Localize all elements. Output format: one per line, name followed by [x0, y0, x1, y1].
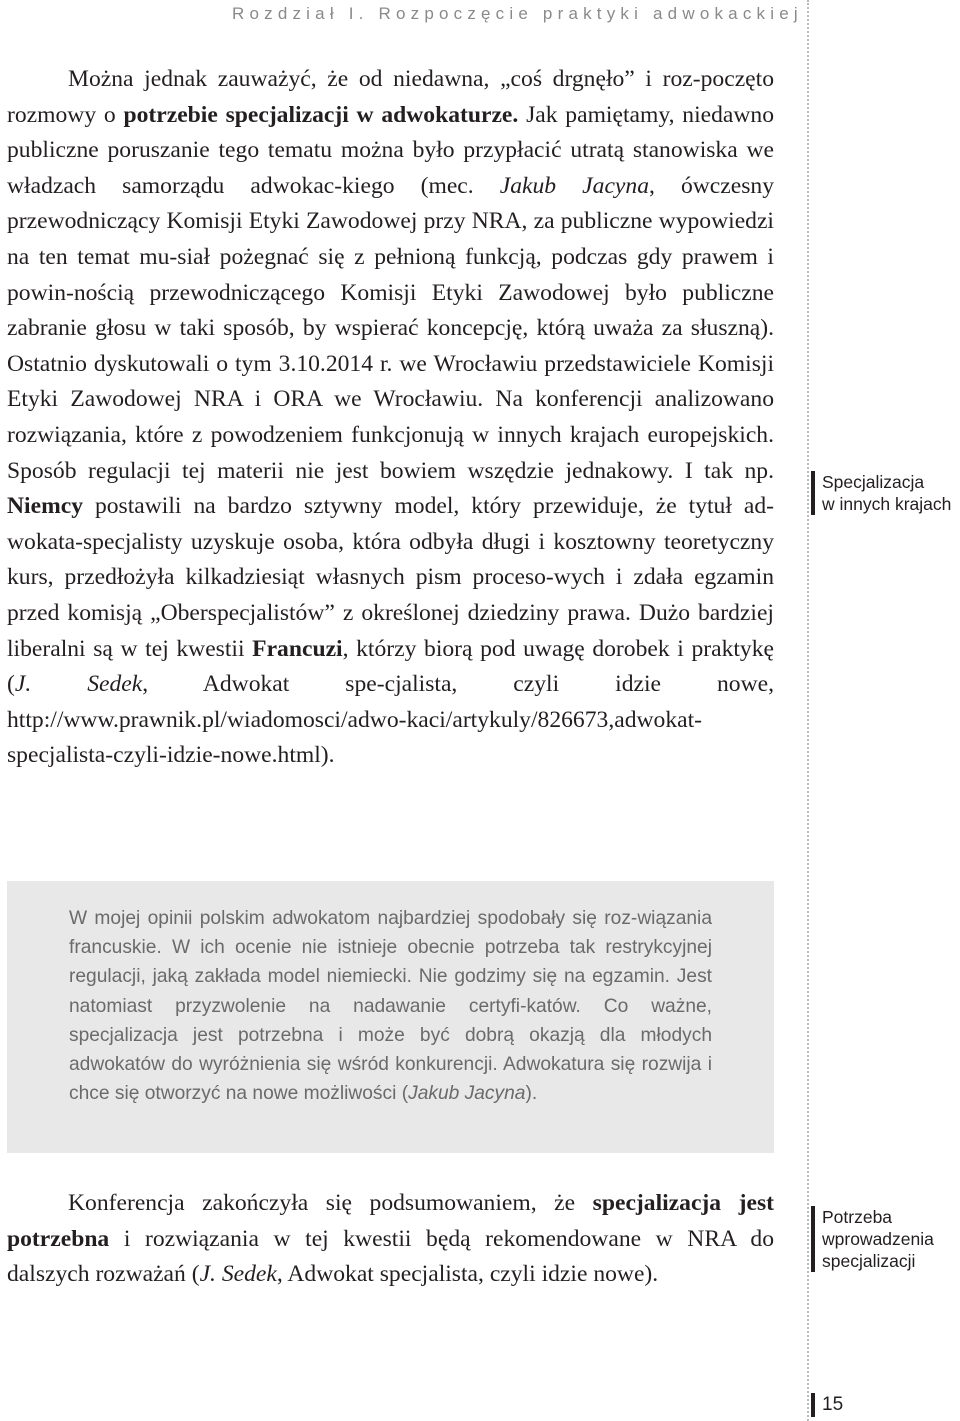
- p1-text-5: , którzy biorą pod uwagę dorobek i praktykę (: [7, 635, 774, 698]
- quote-author: Jakub Jacyna: [408, 1083, 526, 1105]
- p1-italic-author: J. Sedek: [14, 671, 143, 698]
- p1-text-6: , Adwokat spe-cjalista, czyli idzie nowe, http://www.prawnik.pl/wiadomosci/adwo-kaci/artykuly/826673,adwokat-specjalista-czyli-idzie-nowe.html).: [7, 671, 774, 769]
- p1-bold-france: Francuzi: [252, 635, 343, 662]
- quote-end: ).: [525, 1083, 538, 1105]
- p1-bold-specialization: potrzebie specjalizacji w adwokaturze.: [123, 101, 519, 128]
- p2-text-1: Konferencja zakończyła się podsumowaniem, że: [68, 1190, 593, 1216]
- running-head: Rozdział I. Rozpoczęcie praktyki adwokackiej: [232, 4, 803, 23]
- quote-text: [69, 904, 712, 1108]
- margin-note-line: Specjalizacja: [822, 472, 925, 492]
- margin-note-need-for-specialization: [811, 1206, 960, 1272]
- p1-text-2: Jak pamiętamy, niedawno publiczne poruszanie tego tematu można było przypłacić utratą stanowiska we władzach samorządu adwokac-kiego (mec.: [7, 101, 774, 199]
- margin-note-line: w innych krajach: [822, 494, 952, 514]
- p1-text-4: postawili na bardzo sztywny model, który przewiduje, że tytuł ad-wokata-specjalisty uzyskuje osoba, która odbyła długi i kosztowny teoretyczny kurs, przedłożyła kilkadziesiąt własnych pism proceso-wych i zdała egzamin przed komisją „Oberspecjalistów” z określonej dziedziny prawa. Dużo bardziej liberalni są w tej kwestii: [7, 493, 774, 662]
- p1-bold-germany: Niemcy: [7, 493, 83, 520]
- p2-bold-needed: specjalizacja jest potrzebna: [7, 1190, 774, 1252]
- p2-text-3: , Adwokat specjalista, czyli idzie nowe).: [276, 1261, 659, 1288]
- quote-body: W mojej opinii polskim adwokatom najbardziej spodobały się roz-wiązania francuskie. W ich ocenie nie istnieje obecnie potrzeba tak restrykcyjnej regulacji, jaką zakłada model niemiecki. Nie godzimy się na egzamin. Jest natomiast przyzwolenie na nadawanie certyfi-katów. Co ważne, specjalizacja jest potrzebna i może być dobrą okazją dla młodych adwokatów do wyróżnienia się wśród konkurencji. Adwokatura się rozwija i chce się otworzyć na nowe możliwości (: [69, 908, 712, 1105]
- page-number: 15: [811, 1393, 843, 1417]
- p1-text-1: Można jednak zauważyć, że od niedawna, „coś drgnęło” i roz-poczęto rozmowy o: [7, 66, 774, 128]
- margin-note-specialization-abroad: [811, 471, 960, 515]
- p2-text-2: i rozwiązania w tej kwestii będą rekomendowane w NRA do dalszych rozważań (: [7, 1225, 774, 1288]
- margin-divider: [807, 0, 809, 1421]
- p1-italic-name: Jakub Jacyna: [499, 172, 649, 199]
- margin-note-line: Potrzeba: [822, 1207, 893, 1227]
- margin-note-line: specjalizacji: [822, 1251, 916, 1271]
- paragraph-specialization: [7, 62, 774, 774]
- paragraph-conclusion: [7, 1186, 774, 1293]
- p1-text-3: , ówczesny przewodniczący Komisji Etyki Zawodowej przy NRA, za publiczne wypowiedzi na ten temat mu-siał pożegnać się z pełnioną funkcją, podczas gdy prawem i powin-nością przewodniczącego Komisji Etyki Zawodowej było publiczne zabranie głosu w taki sposób, by wspierać koncepcję, którą uważa za słuszną). Ostatnio dyskutowali o tym 3.10.2014 r. we Wrocławiu przedstawiciele Komisji Etyki Zawodowej NRA i ORA we Wrocławiu. Na konferencji analizowano rozwiązania, które z powodzeniem funkcjonują w innych krajach europejskich. Sposób regulacji tej materii nie jest bowiem wszędzie jednakowy. I tak np.: [7, 172, 775, 484]
- margin-note-line: wprowadzenia: [822, 1229, 934, 1249]
- p2-italic-author: J. Sedek: [199, 1261, 277, 1288]
- quote-box: [7, 881, 774, 1153]
